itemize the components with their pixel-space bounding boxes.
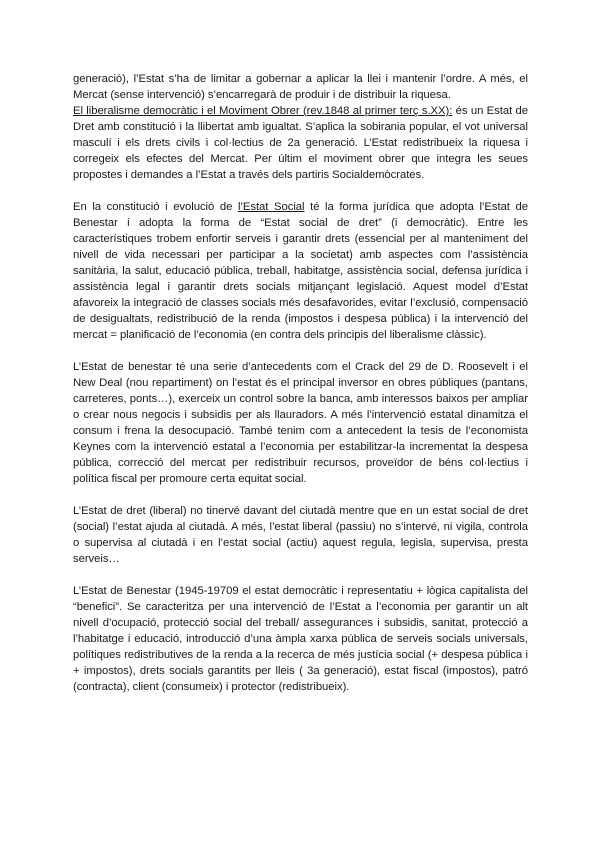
section-heading-liberalisme-democratic: El liberalisme democràtic i el Moviment Obrer (rev.1848 al primer terç s.XX): [73,105,453,117]
underlined-term-estat-social: l’Estat Social [237,201,305,213]
paragraph-liberalisme [73,71,528,183]
paragraph-antecedents: L’Estat de benestar té una serie d’antecedents com el Crack del 29 de D. Roosevelt i el New Deal (nou repartiment) on l’estat és el principal inversor en obres públiques (pantans, carreteres, ponts…), exerceix un control sobre la banca, amb interessos baixos per ampliar o crear nous negocis i subsidis per als llauradors. A més l’intervenció estatal dinamitza el consum i frena la desocupació. També tenim com a antecedent la tesis de l’economista Keynes com la intervenció estatal a l’economia per estabilitzar-la incrementat la despesa pública, correcció del mercat per redistribuir recursos, proveïdor de béns col·lectius i política fiscal per promoure certa equitat social. [73,361,528,485]
paragraph-estat-de-benestar: L’Estat de Benestar (1945-19709 el estat democràtic i representatiu + lògica capitalista del “benefici”. Se caracteritza per una intervenció de l’Estat a l’economia per garantir un alt nivell d’ocupació, protecció social del treball/ assegurances i subsidis, sanitat, protecció a l’habitatge i educació, introducció d’una àmpla xarxa pública de serveis socials universals, polítiques redistributives de la renda a la recerca de més justícia social (+ despesa pública i + impostos), drets socials garantits per lleis ( 3a generació), estat fiscal (impostos), patró (contracta), client (consumeix) i protector (redistribueix). [73,585,528,693]
paragraph-text: generació), l’Estat s’ha de limitar a gobernar a aplicar la llei i mantenir l’ordre. A més, el Mercat (sense intervenció) s’encarregarà de produir i de distribuir la riquesa. [73,73,528,101]
paragraph-text: En la constitució i evolució de [73,201,238,213]
paragraph-text: té la forma jurídica que adopta l’Estat de Benestar i adopta la forma de “Estat social de dret” (i democràtic). Entre les característiques trobem enfortir serveis i garantir drets (essencial per al manteniment del nivell de vida necessari per participar a la societat) amb aspectes com l’assistència sanitària, la salut, educació pública, treball, habitatge, assistència social, defensa jurídica i assistència legal i garantir drets socials mitjançant legislació. Aquest model d’Estat afavoreix la integració de classes socials més desafavorides, evitar l’exclusió, compensació de desigualtats, redistribució de la renda (impostos i despesa pública) i la intervenció del mercat = planificació de l’economia (en contra dels principis del liberalisme clàssic). [73,201,528,341]
paragraph-text: és un Estat de Dret amb constitució i la llibertat amb igualtat. S’aplica la sobirania popular, el vot universal masculí i els drets civils i col·lectius de 2a generació. L’Estat redistribueix la riquesa i corregeix els efectes del Mercat. Per últim el moviment obrer que integra les seues propostes i demandes a l’Estat a través dels partiris Socialdemòcrates. [73,105,528,181]
paragraph-estat-social [73,199,528,343]
paragraph-estat-de-dret: L’Estat de dret (liberal) no tinervé davant del ciutadà mentre que en un estat social de dret (social) l’estat ajuda al ciutadà. A més, l’estat liberal (passiu) no s’intervé, ni vigila, controla o supervisa al ciutadà i en l’estat social (actiu) aquest regula, legisla, supervisa, presta serveis… [73,505,528,565]
